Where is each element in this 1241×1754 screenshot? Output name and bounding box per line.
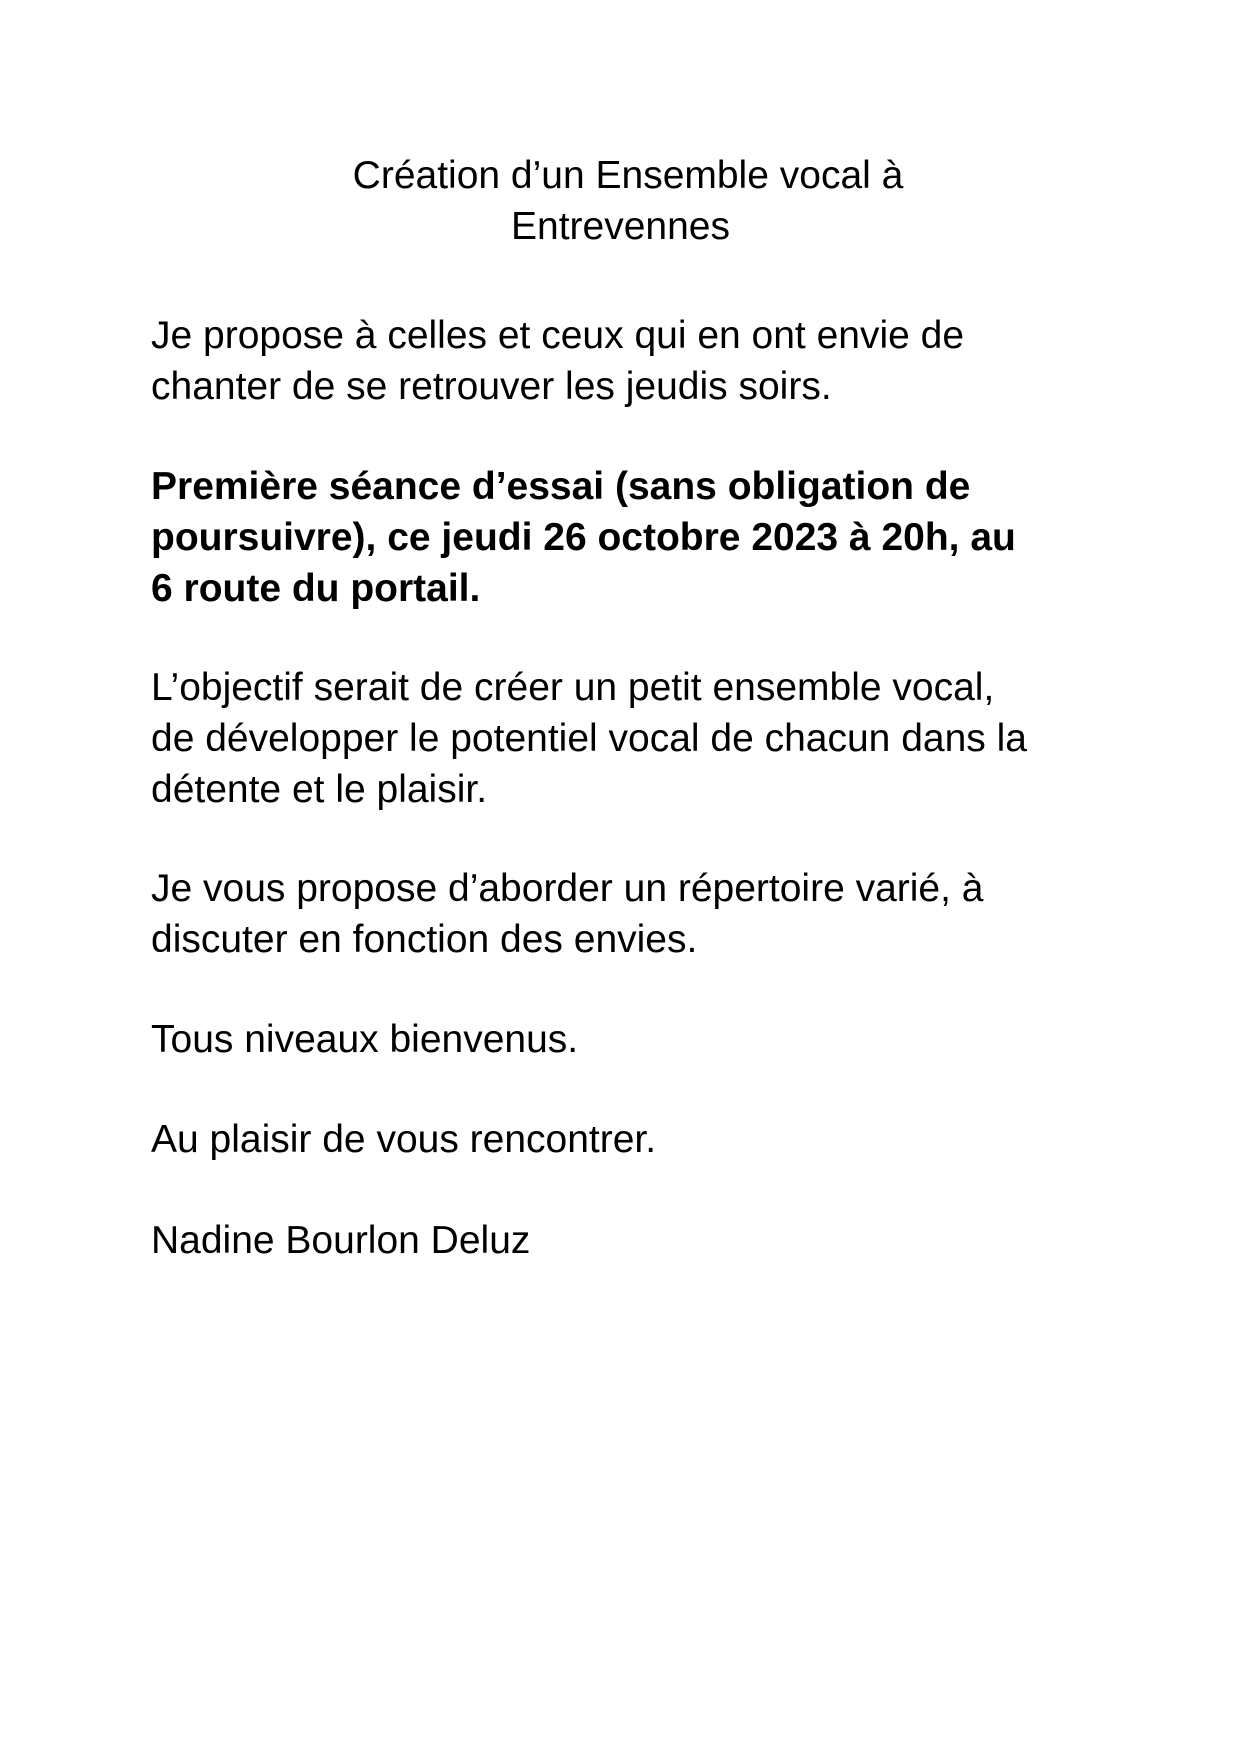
paragraph-all-levels (151, 1014, 1111, 1065)
text-line: Tous niveaux bienvenus. (151, 1018, 579, 1061)
text-line: chanter de se retrouver les jeudis soirs. (151, 365, 832, 408)
text-line: Première séance d’essai (sans obligation de (151, 465, 971, 508)
text-line: discuter en fonction des envies. (151, 918, 698, 961)
document-title (0, 150, 1241, 252)
paragraph-first-session (151, 461, 1111, 614)
signature-name (151, 1215, 1111, 1266)
text-line: poursuivre), ce jeudi 26 octobre 2023 à 20h, au (151, 516, 1016, 559)
paragraph-closing (151, 1114, 1111, 1165)
text-line: de développer le potentiel vocal de chacun dans la (151, 717, 1027, 760)
title-line: Entrevennes (511, 205, 730, 248)
title-line: Création d’un Ensemble vocal à (352, 154, 904, 197)
text-line: L’objectif serait de créer un petit ensemble vocal, (151, 666, 995, 709)
text-line: Au plaisir de vous rencontrer. (151, 1118, 657, 1161)
text-line: 6 route du portail. (151, 567, 481, 610)
text-line: Nadine Bourlon Deluz (151, 1219, 531, 1262)
text-line: Je vous propose d’aborder un répertoire varié, à (151, 867, 984, 910)
paragraph-invitation (151, 310, 1111, 412)
paragraph-objective (151, 662, 1111, 815)
text-line: Je propose à celles et ceux qui en ont envie de (151, 314, 965, 357)
paragraph-repertoire (151, 863, 1111, 965)
text-line: détente et le plaisir. (151, 768, 488, 811)
